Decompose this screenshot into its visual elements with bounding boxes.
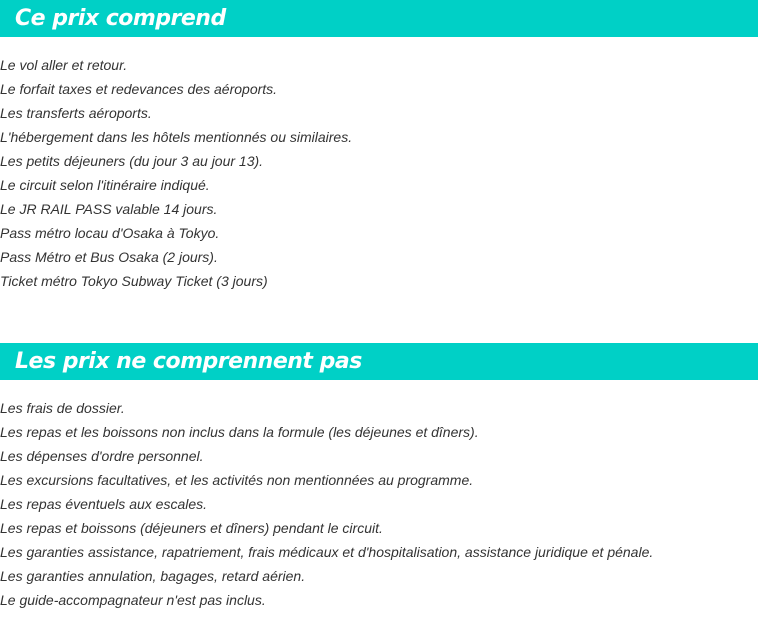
excluded-items-list: [0, 397, 653, 613]
list-item: Les excursions facultatives, et les activités non mentionnées au programme.: [0, 472, 474, 488]
included-items-list: [0, 54, 352, 294]
list-item: Les garanties annulation, bagages, retard aérien.: [0, 568, 306, 584]
list-item: Les transferts aéroports.: [0, 105, 152, 121]
list-item: Pass métro locau d'Osaka à Tokyo.: [0, 225, 220, 241]
list-item: Ticket métro Tokyo Subway Ticket (3 jours): [0, 273, 268, 289]
list-item: Les garanties assistance, rapatriement, frais médicaux et d'hospitalisation, assistance juridique et pénale.: [0, 544, 654, 560]
list-item: Les petits déjeuners (du jour 3 au jour 13).: [0, 153, 264, 169]
list-item: Le circuit selon l'itinéraire indiqué.: [0, 177, 210, 193]
list-item: Pass Métro et Bus Osaka (2 jours).: [0, 249, 218, 265]
list-item: Le JR RAIL PASS valable 14 jours.: [0, 201, 218, 217]
list-item: Le guide-accompagnateur n'est pas inclus.: [0, 592, 266, 608]
list-item: Le vol aller et retour.: [0, 57, 128, 73]
list-item: Les repas et boissons (déjeuners et dîners) pendant le circuit.: [0, 520, 383, 536]
list-item: Le forfait taxes et redevances des aéroports.: [0, 81, 278, 97]
included-section-title: Ce prix comprend: [15, 6, 226, 31]
list-item: Les repas éventuels aux escales.: [0, 496, 208, 512]
list-item: L'hébergement dans les hôtels mentionnés ou similaires.: [0, 129, 353, 145]
list-item: Les dépenses d'ordre personnel.: [0, 448, 204, 464]
included-section-header: [0, 0, 758, 37]
excluded-section-title: Les prix ne comprennent pas: [15, 349, 362, 374]
excluded-section-header: [0, 343, 758, 380]
list-item: Les repas et les boissons non inclus dans la formule (les déjeunes et dîners).: [0, 424, 479, 440]
list-item: Les frais de dossier.: [0, 400, 125, 416]
